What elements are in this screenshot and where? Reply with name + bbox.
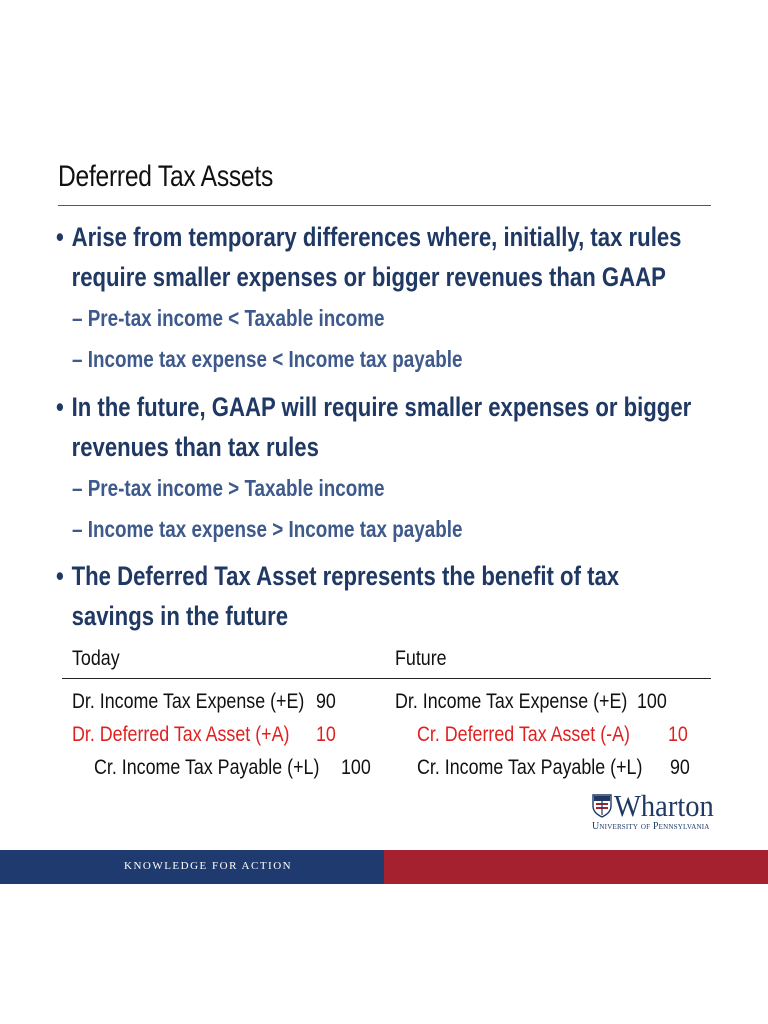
bullet-1 (56, 217, 696, 297)
today-entry-label: Dr. Deferred Tax Asset (+A) (72, 723, 290, 746)
today-entry-value: 10 (316, 723, 336, 746)
slide-title: Deferred Tax Assets (58, 160, 274, 193)
sub-bullet: – Income tax expense < Income tax payable (72, 346, 463, 372)
title-rule (58, 205, 711, 206)
sub-bullet: – Pre-tax income < Taxable income (72, 305, 385, 331)
future-entry-value: 100 (637, 690, 667, 713)
bullet-dot: • (56, 222, 64, 252)
future-header: Future (395, 647, 447, 670)
logo-wordmark: Wharton (614, 788, 714, 823)
sub-bullet: – Income tax expense > Income tax payable (72, 516, 463, 542)
table-rule (62, 678, 711, 679)
future-entry-value: 10 (668, 723, 688, 746)
wharton-logo (592, 788, 722, 834)
logo-subtitle: University of Pennsylvania (592, 821, 710, 832)
bullet-dot: • (56, 392, 64, 422)
future-entry-label: Cr. Income Tax Payable (+L) (417, 756, 643, 779)
bullet-2 (56, 387, 696, 467)
bullet-3 (56, 556, 696, 636)
future-entry-value: 90 (670, 756, 690, 779)
bullet-text: Arise from temporary differences where, initially, tax rules require smaller expenses or bigger revenues than GAAP (71, 222, 682, 292)
footer-tagline: KNOWLEDGE FOR ACTION (124, 860, 293, 872)
bullet-dot: • (56, 561, 64, 591)
future-entry-label: Cr. Deferred Tax Asset (-A) (417, 723, 630, 746)
bullet-text: In the future, GAAP will require smaller expenses or bigger revenues than tax rules (71, 392, 692, 462)
today-entry-value: 90 (316, 690, 336, 713)
today-entry-label: Dr. Income Tax Expense (+E) (72, 690, 305, 713)
shield-icon (592, 794, 612, 818)
today-entry-label: Cr. Income Tax Payable (+L) (94, 756, 320, 779)
future-entry-label: Dr. Income Tax Expense (+E) (395, 690, 628, 713)
today-entry-value: 100 (341, 756, 371, 779)
today-header: Today (72, 647, 120, 670)
sub-bullet: – Pre-tax income > Taxable income (72, 475, 385, 501)
footer-band-red (384, 850, 768, 884)
bullet-text: The Deferred Tax Asset represents the benefit of tax savings in the future (71, 561, 620, 631)
